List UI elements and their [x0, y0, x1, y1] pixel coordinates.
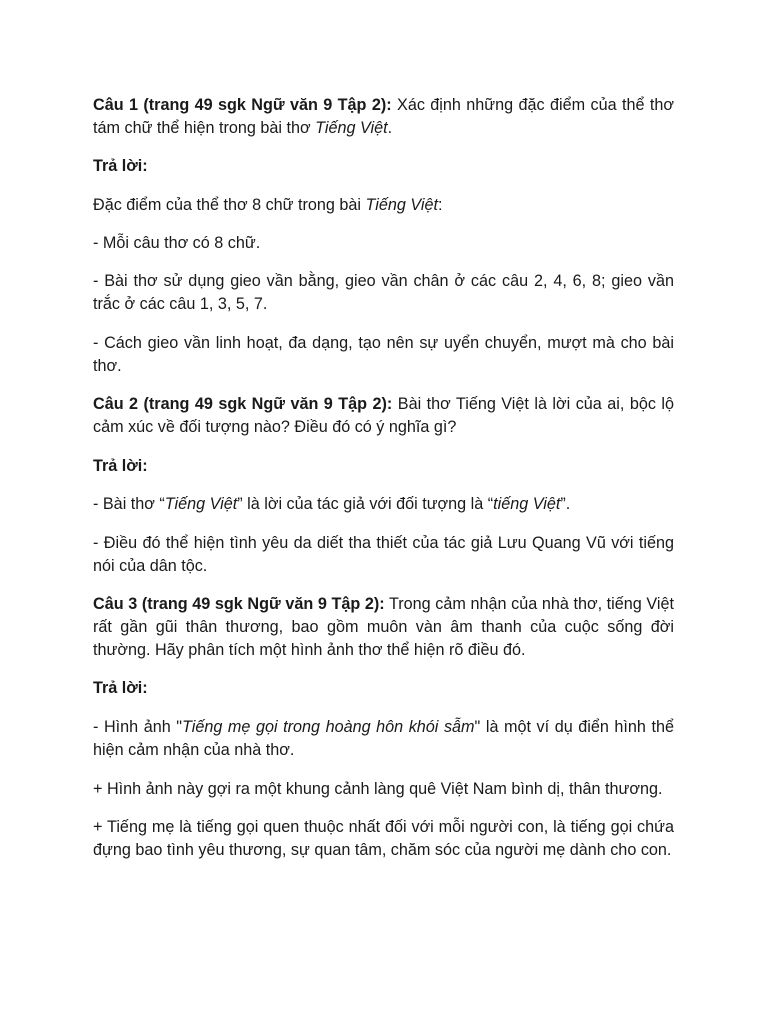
answer-2-bullet-2: - Điều đó thể hiện tình yêu da diết tha thiết của tác giả Lưu Quang Vũ với tiếng nói của dân tộc. — [93, 534, 674, 575]
answer-2-bullet-1 — [93, 493, 674, 516]
answer-3-bullet-2: + Hình ảnh này gợi ra một khung cảnh làng quê Việt Nam bình dị, thân thương. — [93, 780, 663, 798]
answer-label: Trả lời: — [93, 157, 148, 175]
bullet-text: - Bài thơ “ — [93, 495, 165, 513]
poem-title: Tiếng Việt — [365, 196, 438, 214]
poem-title: Tiếng Việt — [164, 495, 238, 513]
question-1 — [93, 94, 674, 140]
answer-label: Trả lời: — [93, 679, 148, 697]
question-1-text: Xác định những đặc điểm của thể thơ tám chữ thể hiện trong bài thơ — [93, 96, 674, 137]
question-3-text: Trong cảm nhận của nhà thơ, tiếng Việt rất gần gũi thân thương, bao gồm muôn vàn âm thanh của cuộc sống đời thường. Hãy phân tích một hình ảnh thơ thể hiện rõ điều đó. — [93, 595, 674, 659]
answer-1-label — [93, 155, 674, 178]
answer-1-intro — [93, 194, 674, 217]
question-3 — [93, 593, 674, 662]
question-2 — [93, 393, 674, 439]
question-3-label: Câu 3 (trang 49 sgk Ngữ văn 9 Tập 2): — [93, 595, 385, 613]
question-1-label: Câu 1 (trang 49 sgk Ngữ văn 9 Tập 2): — [93, 96, 392, 114]
answer-3-label — [93, 677, 674, 700]
question-2-text: Bài thơ Tiếng Việt là lời của ai, bộc lộ cảm xúc về đối tượng nào? Điều đó có ý nghĩa gì? — [93, 395, 674, 436]
answer-2-label — [93, 455, 674, 478]
answer-1-bullet-3: - Cách gieo vần linh hoạt, đa dạng, tạo nên sự uyển chuyển, mượt mà cho bài thơ. — [93, 334, 674, 375]
intro-text: Đặc điểm của thể thơ 8 chữ trong bài — [93, 196, 366, 214]
answer-3-bullet-3: + Tiếng mẹ là tiếng gọi quen thuộc nhất đối với mỗi người con, là tiếng gọi chứa đựng bao tình yêu thương, sự quan tâm, chăm sóc của người mẹ dành cho con. — [93, 818, 674, 859]
answer-1-bullet-2: - Bài thơ sử dụng gieo vần bằng, gieo vần chân ở các câu 2, 4, 6, 8; gieo vần trắc ở các câu 1, 3, 5, 7. — [93, 272, 674, 313]
question-2-label: Câu 2 (trang 49 sgk Ngữ văn 9 Tập 2): — [93, 395, 393, 413]
subject-term: tiếng Việt — [493, 495, 561, 513]
answer-label: Trả lời: — [93, 457, 148, 475]
poem-title: Tiếng Việt — [315, 119, 388, 137]
bullet-text: " là một ví dụ điển hình thể hiện cảm nhận của nhà thơ. — [93, 718, 674, 759]
bullet-text: - Hình ảnh " — [93, 718, 183, 736]
bullet-text: ” là lời của tác giả với đối tượng là “ — [237, 495, 494, 513]
bullet-end: ”. — [560, 495, 571, 513]
answer-1-bullet-1: - Mỗi câu thơ có 8 chữ. — [93, 234, 261, 252]
answer-3-bullet-1 — [93, 716, 674, 762]
intro-end: : — [437, 196, 443, 214]
poem-quote: Tiếng mẹ gọi trong hoàng hôn khói sẫm — [182, 718, 475, 736]
question-1-end: . — [387, 119, 393, 137]
